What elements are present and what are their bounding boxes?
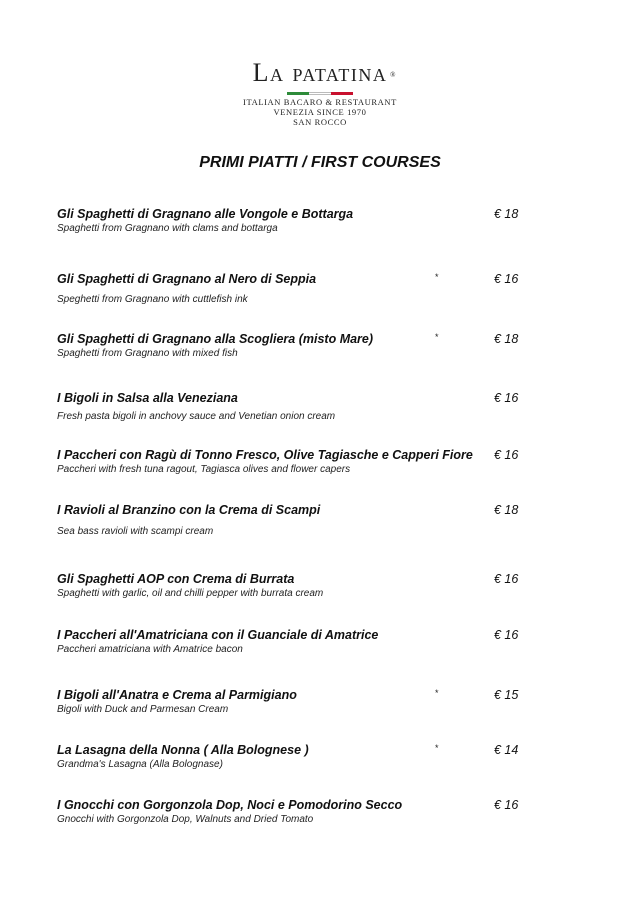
dish-name: I Bigoli all'Anatra e Crema al Parmigiano bbox=[57, 688, 297, 702]
special-mark: * bbox=[435, 688, 439, 698]
dish-description: Speghetti from Gragnano with cuttlefish ink bbox=[57, 294, 248, 305]
flag-green bbox=[287, 92, 309, 95]
dish-price: € 18 bbox=[494, 503, 519, 517]
dish-price: € 15 bbox=[494, 688, 519, 702]
dish-name: I Bigoli in Salsa alla Veneziana bbox=[57, 391, 238, 405]
dish-name: I Gnocchi con Gorgonzola Dop, Noci e Pomodorino Secco bbox=[57, 798, 403, 812]
special-mark: * bbox=[435, 272, 439, 282]
logo-subtitle-1: ITALIAN BACARO & RESTAURANT bbox=[243, 97, 397, 107]
dish-description: Grandma's Lasagna (Alla Bolognase) bbox=[57, 759, 223, 770]
menu-item bbox=[57, 797, 527, 826]
special-mark: * bbox=[435, 743, 439, 753]
logo-title-block bbox=[252, 58, 396, 88]
italian-flag-stripe bbox=[0, 92, 640, 95]
menu-item bbox=[57, 390, 527, 423]
menu-item bbox=[57, 206, 527, 235]
dish-price: € 16 bbox=[494, 628, 519, 642]
dish-price: € 14 bbox=[494, 743, 519, 757]
menu-item bbox=[57, 571, 527, 600]
menu-item bbox=[57, 331, 527, 360]
dish-description: Paccheri with fresh tuna ragout, Tagiasca olives and flower capers bbox=[57, 464, 351, 475]
dish-price: € 16 bbox=[494, 391, 519, 405]
dish-name: I Paccheri con Ragù di Tonno Fresco, Olive Tagiasche e Capperi Fiore bbox=[57, 448, 473, 462]
menu-item bbox=[57, 271, 527, 306]
special-mark: * bbox=[435, 332, 439, 342]
flag-white bbox=[309, 92, 331, 95]
menu-item bbox=[57, 502, 527, 538]
dish-name: La Lasagna della Nonna ( Alla Bolognese ) bbox=[57, 743, 309, 757]
logo-title: La patatina bbox=[252, 58, 388, 87]
dish-price: € 16 bbox=[494, 448, 519, 462]
registered-mark: ® bbox=[390, 71, 396, 79]
dish-description: Paccheri amatriciana with Amatrice bacon bbox=[57, 644, 243, 655]
flag-red bbox=[331, 92, 353, 95]
dish-price: € 18 bbox=[494, 332, 519, 346]
menu-item bbox=[57, 742, 527, 771]
dish-name: Gli Spaghetti di Gragnano al Nero di Seppia bbox=[57, 272, 317, 286]
dish-price: € 18 bbox=[494, 207, 519, 221]
dish-name: Gli Spaghetti di Gragnano alle Vongole e Bottarga bbox=[57, 207, 354, 221]
dish-name: I Ravioli al Branzino con la Crema di Scampi bbox=[57, 503, 321, 517]
dish-price: € 16 bbox=[494, 572, 519, 586]
dish-name: Gli Spaghetti AOP con Crema di Burrata bbox=[57, 572, 295, 586]
section-title: PRIMI PIATTI / FIRST COURSES bbox=[199, 154, 441, 171]
dish-price: € 16 bbox=[494, 272, 519, 286]
dish-price: € 16 bbox=[494, 798, 519, 812]
menu-item bbox=[57, 687, 527, 716]
logo-subtitle-2: VENEZIA SINCE 1970 bbox=[273, 107, 367, 117]
restaurant-logo bbox=[0, 58, 640, 127]
dish-description: Bigoli with Duck and Parmesan Cream bbox=[57, 704, 229, 715]
logo-subtitle-3: SAN ROCCO bbox=[293, 117, 347, 127]
dish-description: Spaghetti from Gragnano with mixed fish bbox=[57, 348, 238, 359]
menu-item bbox=[57, 627, 527, 656]
dish-description: Gnocchi with Gorgonzola Dop, Walnuts and Dried Tomato bbox=[57, 814, 314, 825]
dish-description: Sea bass ravioli with scampi cream bbox=[57, 526, 214, 537]
dish-name: Gli Spaghetti di Gragnano alla Scogliera (misto Mare) bbox=[57, 332, 374, 346]
dish-name: I Paccheri all'Amatriciana con il Guanciale di Amatrice bbox=[57, 628, 379, 642]
menu-item bbox=[57, 447, 527, 476]
dish-description: Fresh pasta bigoli in anchovy sauce and Venetian onion cream bbox=[57, 411, 336, 422]
dish-description: Spaghetti with garlic, oil and chilli pepper with burrata cream bbox=[57, 588, 324, 599]
dish-description: Spaghetti from Gragnano with clams and bottarga bbox=[57, 223, 278, 234]
